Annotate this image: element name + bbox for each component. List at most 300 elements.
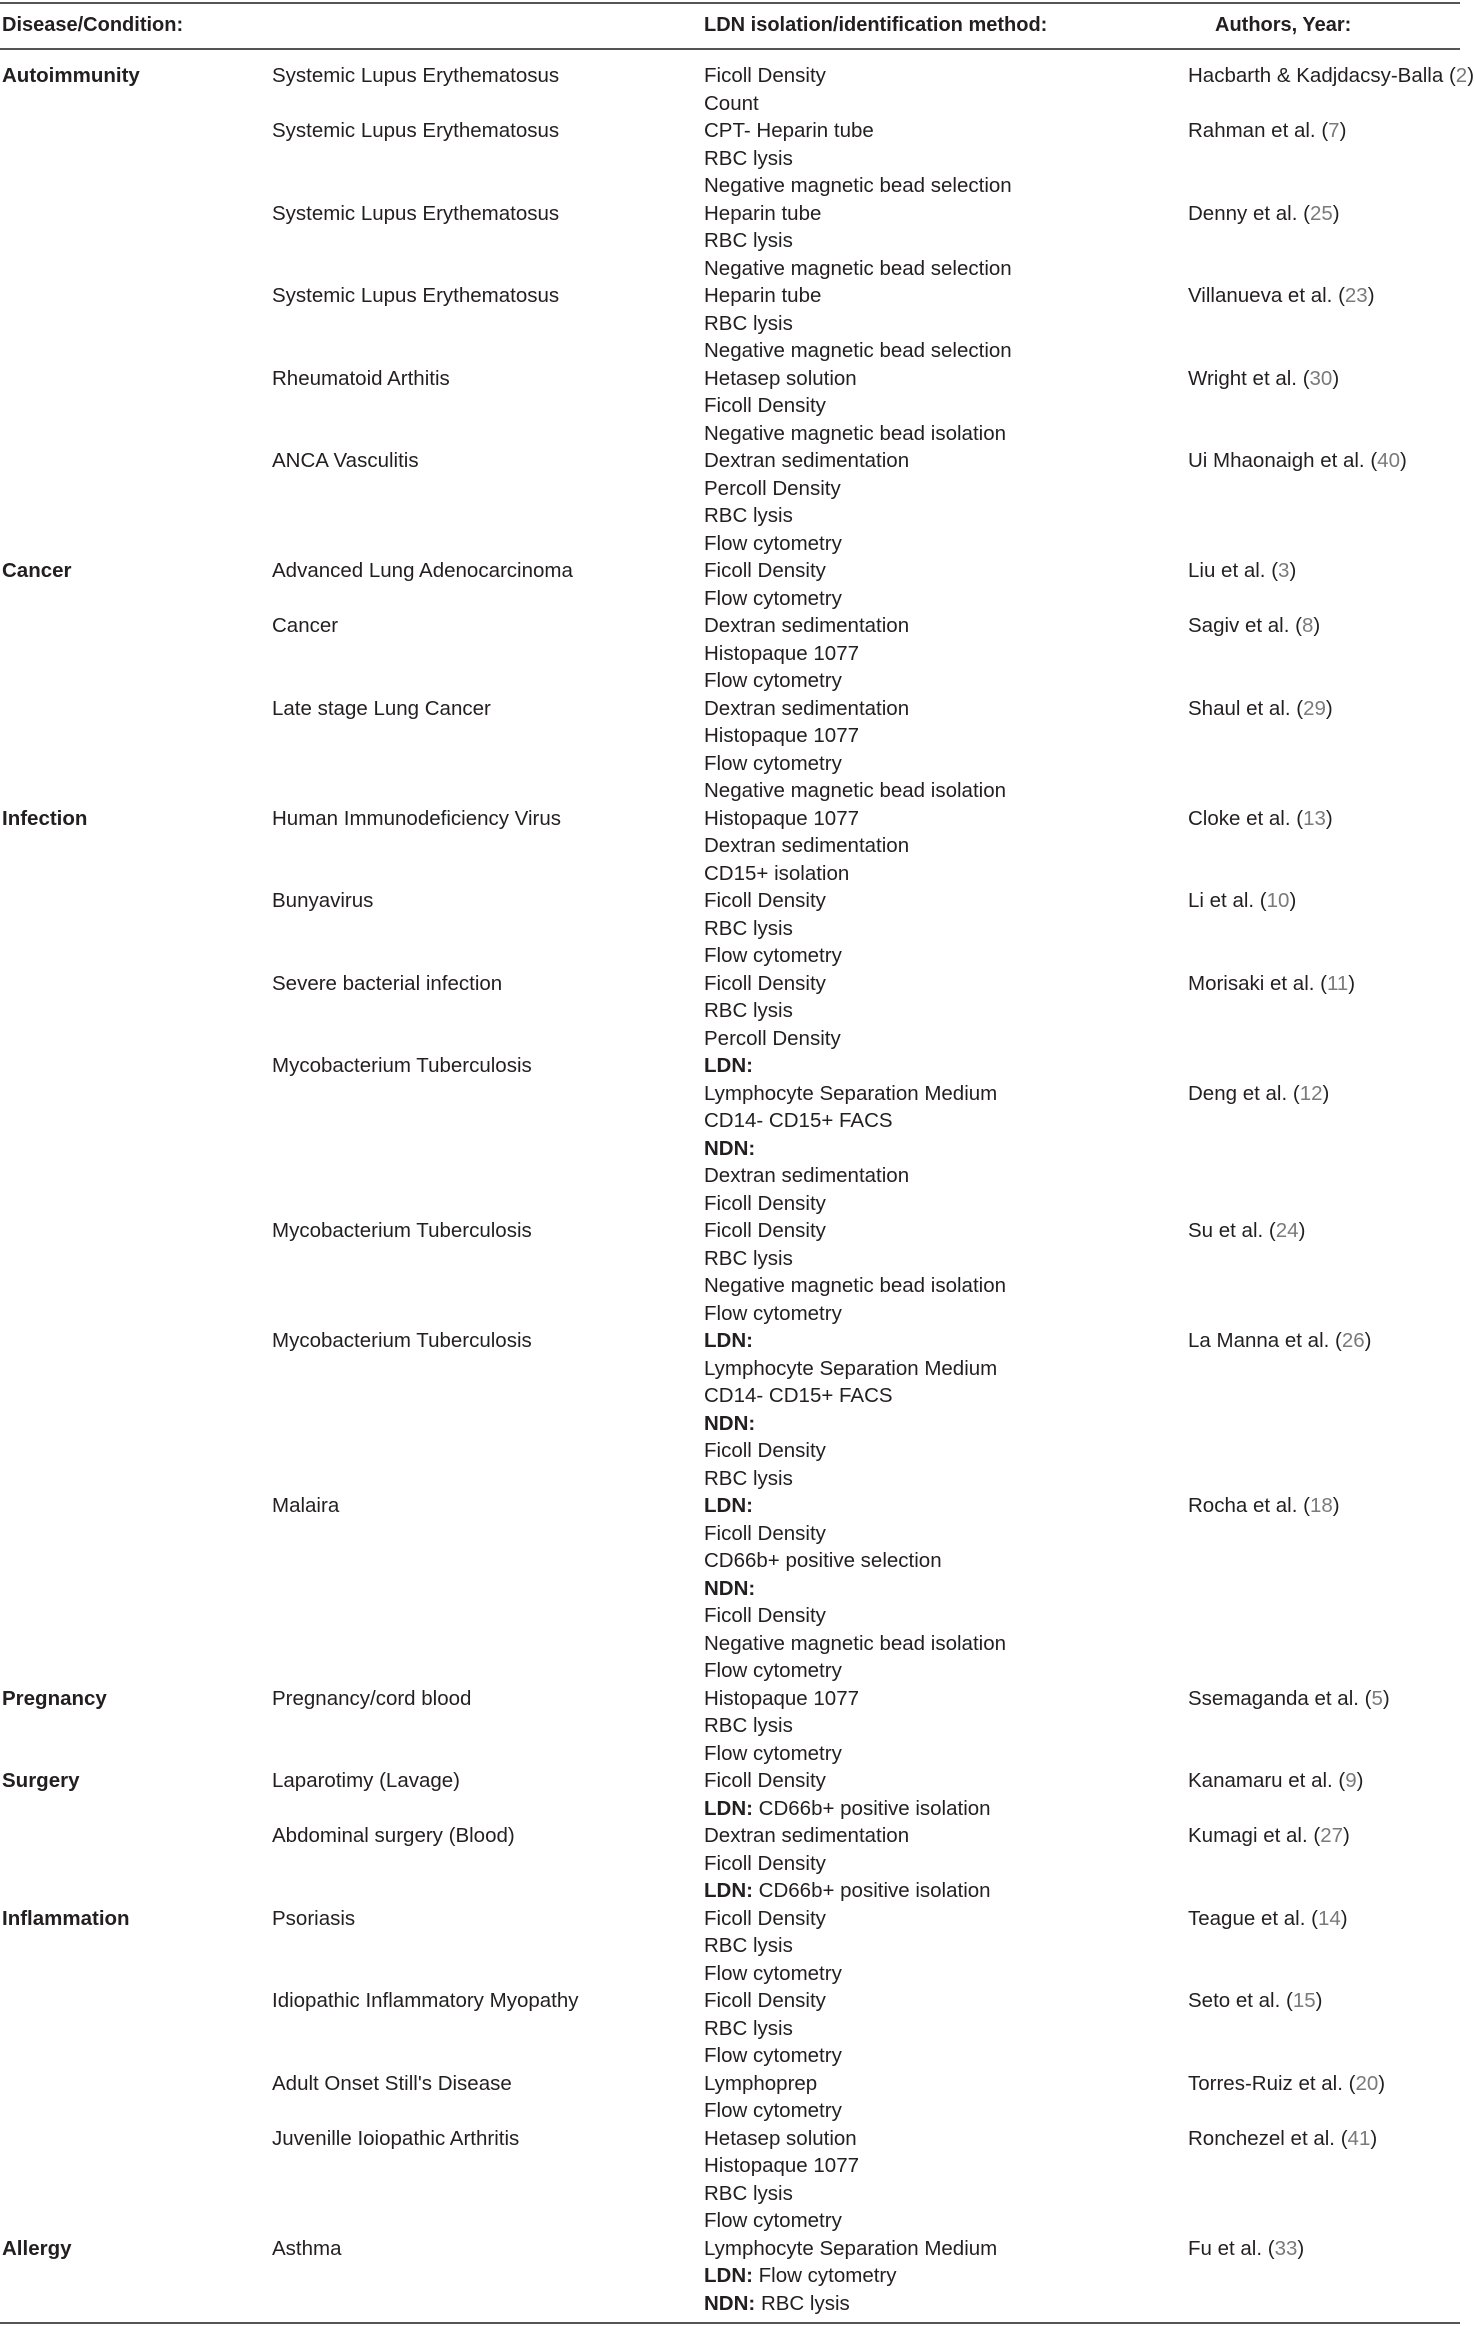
method-line — [704, 1547, 1006, 1575]
method-line — [704, 2290, 997, 2318]
author-name: Morisaki et al. — [1188, 971, 1315, 995]
method-line — [704, 1850, 991, 1878]
method-group-label: LDN: — [704, 2264, 753, 2287]
method-group-label: LDN: — [704, 1879, 753, 1902]
method-text: Dextran sedimentation — [704, 696, 910, 720]
author-cell: Su et al. (24) — [1188, 1219, 1306, 1242]
method-text: Ficoll Density — [704, 971, 826, 995]
condition-cell: Systemic Lupus Erythematosus — [272, 284, 560, 307]
method-text: RBC lysis — [704, 2181, 793, 2205]
condition-cell: Pregnancy/cord blood — [272, 1686, 472, 1710]
method-text: Heparin tube — [704, 201, 822, 225]
method-line — [704, 2125, 859, 2153]
method-text: RBC lysis — [755, 2291, 850, 2315]
reference-number: 29 — [1303, 696, 1326, 720]
method-line — [704, 1685, 859, 1713]
method-line — [704, 1492, 1006, 1520]
author-name: Sagiv et al. — [1188, 614, 1290, 637]
method-cell — [704, 1217, 1006, 1327]
method-line — [704, 1410, 997, 1438]
method-line — [704, 860, 909, 888]
author-name: Denny et al. — [1188, 201, 1298, 225]
method-text: Ficoll Density — [704, 889, 826, 912]
method-line — [704, 1767, 991, 1795]
method-line — [704, 1932, 842, 1960]
method-text: CD66b+ positive isolation — [752, 1879, 991, 1902]
condition-cell: Mycobacterium Tuberculosis — [272, 1054, 532, 1077]
author-cell: Cloke et al. (13) — [1188, 806, 1333, 830]
method-line — [704, 832, 909, 860]
method-text: Flow cytometry — [704, 669, 842, 692]
method-text: Ficoll Density — [704, 559, 826, 582]
method-line — [704, 557, 842, 585]
method-group-label: LDN: — [704, 1494, 753, 1517]
method-text: Flow cytometry — [704, 1659, 842, 1682]
method-text: CPT- Heparin tube — [704, 119, 874, 142]
method-cell — [704, 2125, 859, 2235]
author-cell: Shaul et al. (29) — [1188, 696, 1333, 720]
method-group-label: NDN: — [704, 2291, 756, 2315]
header-disease-condition: Disease/Condition: — [2, 14, 184, 36]
reference-number: 7 — [1328, 119, 1340, 142]
method-text: Flow cytometry — [704, 944, 842, 967]
method-cell — [704, 282, 1012, 365]
method-line — [704, 2015, 842, 2043]
method-line — [704, 1245, 1006, 1273]
method-text: Ficoll Density — [704, 1604, 826, 1627]
category-label: Allergy — [2, 2236, 72, 2260]
author-cell: Kumagi et al. (27) — [1188, 1824, 1350, 1847]
method-cell — [704, 1987, 842, 2070]
method-text: RBC lysis — [704, 311, 793, 335]
method-cell — [704, 2070, 842, 2125]
author-name: Su et al. — [1188, 1219, 1264, 1242]
author-name: Fu et al. — [1188, 2236, 1263, 2260]
author-cell: Ssemaganda et al. (5) — [1188, 1686, 1390, 1710]
method-cell — [704, 1492, 1006, 1685]
author-name: Ssemaganda et al. — [1188, 1686, 1359, 1710]
method-text: Dextran sedimentation — [704, 449, 910, 472]
method-text: Histopaque 1077 — [704, 724, 860, 747]
method-text: Histopaque 1077 — [704, 1686, 860, 1710]
method-text: Ficoll Density — [704, 394, 826, 417]
category-label: Cancer — [2, 559, 72, 582]
method-line — [704, 502, 909, 530]
author-name: Ui Mhaonaigh et al. — [1188, 449, 1365, 472]
method-text: RBC lysis — [704, 2016, 793, 2040]
method-group-label: LDN: — [704, 1796, 753, 1820]
method-line — [704, 1520, 1006, 1548]
method-line — [704, 1025, 841, 1053]
method-cell — [704, 62, 826, 117]
condition-cell: Rheumatoid Arthitis — [272, 366, 450, 390]
method-line — [704, 942, 842, 970]
reference-number: 20 — [1355, 2071, 1379, 2095]
reference-number: 3 — [1278, 559, 1290, 582]
method-cell — [704, 1327, 997, 1492]
method-line — [704, 255, 1012, 283]
author-name: Cloke et al. — [1188, 806, 1291, 830]
condition-cell: Advanced Lung Adenocarcinoma — [272, 559, 573, 582]
author-cell: Villanueva et al. (23) — [1188, 284, 1375, 307]
category-label: Inflammation — [2, 1906, 130, 1930]
condition-cell: Systemic Lupus Erythematosus — [272, 119, 560, 142]
author-cell: Deng et al. (12) — [1188, 1081, 1330, 1105]
method-line — [704, 530, 909, 558]
author-cell: Seto et al. (15) — [1188, 1989, 1323, 2012]
author-name: Rahman et al. — [1188, 119, 1316, 142]
method-text: Flow cytometry — [704, 1741, 842, 1765]
method-line — [704, 1822, 991, 1850]
method-text: Histopaque 1077 — [704, 806, 860, 830]
method-text: Flow cytometry — [704, 751, 842, 775]
header-ldn-method: LDN isolation/identification method: — [704, 14, 1048, 36]
reference-number: 41 — [1347, 2126, 1371, 2150]
category-label: Autoimmunity — [2, 64, 140, 87]
method-text: Dextran sedimentation — [704, 614, 910, 637]
reference-number: 10 — [1266, 889, 1290, 912]
method-text: RBC lysis — [704, 229, 793, 252]
author-cell: Denny et al. (25) — [1188, 201, 1340, 225]
method-text: Negative magnetic bead isolation — [704, 779, 1006, 802]
method-line — [704, 2097, 842, 2125]
author-name: La Manna et al. — [1188, 1329, 1330, 1352]
method-text: CD15+ isolation — [704, 861, 850, 885]
method-line — [704, 145, 1012, 173]
method-line — [704, 227, 1012, 255]
method-text: Negative magnetic bead selection — [704, 256, 1012, 280]
method-line — [704, 1795, 991, 1823]
method-line — [704, 970, 841, 998]
method-text: Flow cytometry — [704, 1301, 842, 1325]
method-cell — [704, 365, 1006, 448]
method-line — [704, 1217, 1006, 1245]
method-line — [704, 750, 1006, 778]
author-cell: Hacbarth & Kadjdacsy-Balla (2) — [1188, 64, 1474, 87]
condition-cell: Human Immunodeficiency Virus — [272, 806, 562, 830]
method-text: RBC lysis — [704, 999, 793, 1022]
method-line — [704, 1162, 997, 1190]
reference-number: 15 — [1292, 1989, 1316, 2012]
author-name: Wright et al. — [1188, 366, 1297, 390]
author-name: Hacbarth & Kadjdacsy-Balla — [1188, 64, 1444, 87]
method-line — [704, 90, 826, 118]
method-line — [704, 2070, 842, 2098]
author-cell: Morisaki et al. (11) — [1188, 971, 1356, 995]
method-text: Ficoll Density — [704, 1439, 826, 1462]
method-text: Heparin tube — [704, 284, 822, 307]
author-cell: Ui Mhaonaigh et al. (40) — [1188, 449, 1407, 472]
table-bottom-rule — [0, 2322, 1460, 2324]
reference-number: 13 — [1303, 806, 1326, 830]
method-line — [704, 1190, 997, 1218]
method-line — [704, 1740, 859, 1768]
method-text: Negative magnetic bead selection — [704, 174, 1012, 197]
method-line — [704, 1272, 1006, 1300]
method-line — [704, 722, 1006, 750]
method-line — [704, 1382, 997, 1410]
method-line — [704, 585, 842, 613]
method-text: CD14- CD15+ FACS — [704, 1109, 893, 1132]
method-text: Count — [704, 91, 759, 115]
method-text: Percoll Density — [704, 1026, 841, 1050]
method-line — [704, 640, 909, 668]
reference-number: 14 — [1317, 1906, 1341, 1930]
method-text: Hetasep solution — [704, 366, 857, 390]
method-line — [704, 1575, 1006, 1603]
header-authors-year: Authors, Year: — [1215, 14, 1352, 36]
method-line — [704, 2180, 859, 2208]
method-text: CD14- CD15+ FACS — [704, 1384, 893, 1407]
method-line — [704, 475, 909, 503]
author-cell: Fu et al. (33) — [1188, 2236, 1305, 2260]
condition-cell: Cancer — [272, 614, 339, 637]
author-name: Villanueva et al. — [1188, 284, 1333, 307]
author-cell: Sagiv et al. (8) — [1188, 614, 1321, 637]
method-group-label: LDN: — [704, 1329, 753, 1352]
method-text: Lymphocyte Separation Medium — [704, 1356, 998, 1380]
reference-number: 9 — [1345, 1769, 1357, 1792]
condition-cell: Mycobacterium Tuberculosis — [272, 1219, 532, 1242]
table-top-rule — [0, 2, 1460, 4]
method-cell — [704, 805, 909, 888]
method-line — [704, 612, 909, 640]
method-text: RBC lysis — [704, 1246, 793, 1270]
reference-number: 12 — [1299, 1081, 1323, 1105]
author-cell: Liu et al. (3) — [1188, 559, 1297, 582]
condition-cell: Systemic Lupus Erythematosus — [272, 64, 560, 87]
method-cell — [704, 1685, 859, 1768]
method-text: Flow cytometry — [704, 2099, 842, 2122]
method-text: RBC lysis — [704, 1714, 793, 1737]
method-text: Flow cytometry — [704, 531, 842, 555]
method-group-label: NDN: — [704, 1576, 756, 1600]
method-text: Histopaque 1077 — [704, 2154, 860, 2177]
method-line — [704, 1135, 997, 1163]
method-text: Flow cytometry — [704, 2209, 842, 2232]
reference-number: 25 — [1309, 201, 1333, 225]
author-name: Ronchezel et al. — [1188, 2126, 1336, 2150]
category-label: Pregnancy — [2, 1686, 107, 1710]
category-label: Surgery — [2, 1769, 80, 1792]
method-line — [704, 2152, 859, 2180]
method-text: Histopaque 1077 — [704, 641, 860, 665]
method-cell — [704, 1767, 991, 1822]
author-name: Li et al. — [1188, 889, 1255, 912]
method-line — [704, 1080, 997, 1108]
condition-cell: Laparotimy (Lavage) — [272, 1769, 461, 1792]
reference-number: 30 — [1309, 366, 1333, 390]
method-line — [704, 887, 842, 915]
reference-number: 11 — [1327, 971, 1349, 995]
method-text: Dextran sedimentation — [704, 834, 910, 857]
method-text: Flow cytometry — [752, 2264, 897, 2287]
method-group-label: NDN: — [704, 1136, 756, 1160]
method-line — [704, 337, 1012, 365]
method-text: RBC lysis — [704, 916, 793, 940]
author-cell: Ronchezel et al. (41) — [1188, 2126, 1378, 2150]
method-line — [704, 1355, 997, 1383]
method-line — [704, 1877, 991, 1905]
method-line — [704, 447, 909, 475]
method-line — [704, 2042, 842, 2070]
reference-number: 27 — [1320, 1824, 1343, 1847]
method-line — [704, 2262, 997, 2290]
condition-cell: Mycobacterium Tuberculosis — [272, 1329, 532, 1352]
method-text: CD66b+ positive selection — [704, 1549, 942, 1572]
method-cell — [704, 200, 1012, 283]
author-name: Shaul et al. — [1188, 696, 1291, 720]
method-line — [704, 1657, 1006, 1685]
method-line — [704, 1712, 859, 1740]
method-text: Lymphoprep — [704, 2071, 818, 2095]
header-rule — [0, 48, 1460, 50]
method-text: CD66b+ positive isolation — [752, 1796, 991, 1820]
method-line — [704, 667, 909, 695]
method-text: RBC lysis — [704, 504, 793, 527]
method-cell — [704, 447, 909, 557]
method-text: Dextran sedimentation — [704, 1824, 910, 1847]
reference-number: 23 — [1344, 284, 1368, 307]
method-line — [704, 282, 1012, 310]
method-text: Ficoll Density — [704, 1521, 826, 1545]
author-name: Seto et al. — [1188, 1989, 1281, 2012]
method-line — [704, 777, 1006, 805]
author-name: Kumagi et al. — [1188, 1824, 1308, 1847]
method-line — [704, 392, 1006, 420]
reference-number: 18 — [1309, 1494, 1333, 1517]
method-text: RBC lysis — [704, 146, 793, 170]
method-text: Flow cytometry — [704, 1961, 842, 1985]
author-cell: Teague et al. (14) — [1188, 1906, 1348, 1930]
method-line — [704, 2235, 997, 2263]
method-cell — [704, 887, 842, 970]
method-line — [704, 1300, 1006, 1328]
condition-cell: Psoriasis — [272, 1906, 356, 1930]
author-cell: Kanamaru et al. (9) — [1188, 1769, 1364, 1792]
method-line — [704, 997, 841, 1025]
condition-cell: Juvenille Ioiopathic Arthritis — [272, 2126, 520, 2150]
method-line — [704, 1437, 997, 1465]
method-text: Percoll Density — [704, 476, 841, 500]
method-text: RBC lysis — [704, 1466, 793, 1490]
method-text: Negative magnetic bead isolation — [704, 1631, 1006, 1655]
method-text: Flow cytometry — [704, 586, 842, 610]
method-line — [704, 1905, 842, 1933]
reference-number: 26 — [1341, 1329, 1365, 1352]
method-cell — [704, 557, 842, 612]
author-name: Deng et al. — [1188, 1081, 1288, 1105]
method-line — [704, 1052, 997, 1080]
condition-cell: Malaira — [272, 1494, 340, 1517]
author-cell: La Manna et al. (26) — [1188, 1329, 1372, 1352]
author-cell: Torres-Ruiz et al. (20) — [1188, 2071, 1386, 2095]
author-cell: Li et al. (10) — [1188, 889, 1297, 912]
author-name: Teague et al. — [1188, 1906, 1306, 1930]
condition-cell: Late stage Lung Cancer — [272, 696, 491, 720]
method-text: Negative magnetic bead isolation — [704, 421, 1006, 445]
author-cell: Wright et al. (30) — [1188, 366, 1340, 390]
method-cell — [704, 695, 1006, 805]
method-text: Hetasep solution — [704, 2126, 857, 2150]
method-text: RBC lysis — [704, 1934, 793, 1957]
author-name: Rocha et al. — [1188, 1494, 1298, 1517]
method-line — [704, 1465, 997, 1493]
method-cell — [704, 2235, 997, 2318]
condition-cell: Asthma — [272, 2236, 342, 2260]
method-line — [704, 1107, 997, 1135]
method-cell — [704, 612, 909, 695]
method-text: Ficoll Density — [704, 1851, 826, 1875]
reference-number: 33 — [1274, 2236, 1298, 2260]
method-line — [704, 695, 1006, 723]
method-line — [704, 310, 1012, 338]
author-cell: Rahman et al. (7) — [1188, 119, 1347, 142]
method-text: Negative magnetic bead selection — [704, 339, 1012, 362]
author-name: Kanamaru et al. — [1188, 1769, 1333, 1792]
author-name: Liu et al. — [1188, 559, 1266, 582]
method-line — [704, 2207, 859, 2235]
author-name: Torres-Ruiz et al. — [1188, 2071, 1343, 2095]
condition-cell: Bunyavirus — [272, 889, 374, 912]
method-line — [704, 62, 826, 90]
condition-cell: Adult Onset Still's Disease — [272, 2071, 512, 2095]
method-text: Dextran sedimentation — [704, 1164, 910, 1187]
method-cell — [704, 117, 1012, 200]
method-line — [704, 117, 1012, 145]
method-text: Lymphocyte Separation Medium — [704, 1081, 998, 1105]
method-group-label: NDN: — [704, 1411, 756, 1435]
method-cell — [704, 1052, 997, 1217]
condition-cell: Systemic Lupus Erythematosus — [272, 201, 560, 225]
method-line — [704, 420, 1006, 448]
method-text: Ficoll Density — [704, 64, 826, 87]
method-text: Ficoll Density — [704, 1219, 826, 1242]
reference-number: 24 — [1275, 1219, 1299, 1242]
reference-number: 2 — [1455, 64, 1468, 87]
method-line — [704, 1602, 1006, 1630]
method-cell — [704, 1905, 842, 1988]
method-line — [704, 365, 1006, 393]
method-cell — [704, 970, 841, 1053]
method-text: Lymphocyte Separation Medium — [704, 2236, 998, 2260]
method-text: Ficoll Density — [704, 1989, 826, 2012]
method-text: Negative magnetic bead isolation — [704, 1274, 1006, 1297]
reference-number: 5 — [1371, 1686, 1383, 1710]
reference-number: 40 — [1377, 449, 1400, 472]
condition-cell: Abdominal surgery (Blood) — [272, 1824, 515, 1847]
method-line — [704, 172, 1012, 200]
condition-cell: ANCA Vasculitis — [272, 449, 419, 472]
method-group-label: LDN: — [704, 1054, 753, 1077]
method-line — [704, 1327, 997, 1355]
method-line — [704, 805, 909, 833]
method-text: Flow cytometry — [704, 2044, 842, 2067]
category-label: Infection — [2, 806, 88, 830]
method-text: Ficoll Density — [704, 1769, 826, 1792]
reference-number: 8 — [1301, 614, 1314, 637]
method-line — [704, 200, 1012, 228]
method-line — [704, 915, 842, 943]
method-text: Ficoll Density — [704, 1906, 826, 1930]
method-line — [704, 1987, 842, 2015]
method-cell — [704, 1822, 991, 1905]
condition-cell: Severe bacterial infection — [272, 971, 503, 995]
method-line — [704, 1630, 1006, 1658]
method-text: Ficoll Density — [704, 1191, 826, 1215]
method-line — [704, 1960, 842, 1988]
author-cell: Rocha et al. (18) — [1188, 1494, 1340, 1517]
